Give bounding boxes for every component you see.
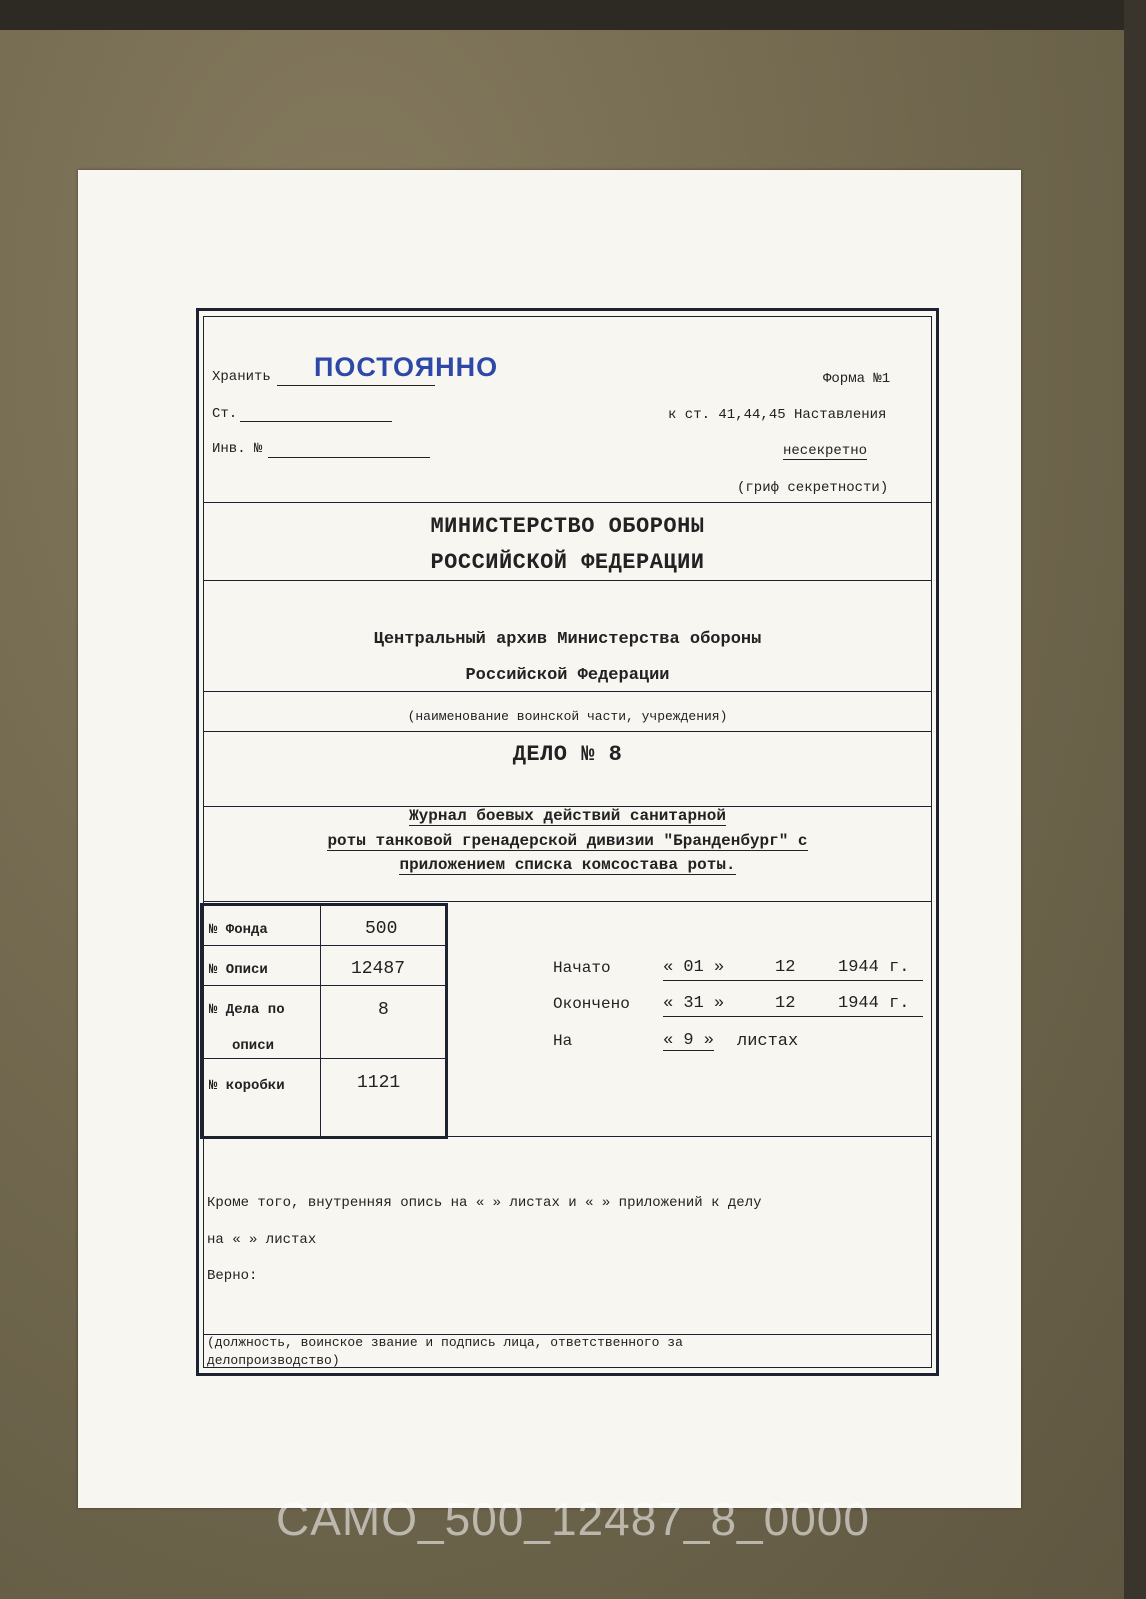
on-sheets-line: на « » листах xyxy=(207,1232,317,1248)
verified-label: Верно: xyxy=(207,1268,258,1284)
case-description xyxy=(203,807,932,825)
registry-row-divider xyxy=(203,945,445,946)
form-label: Форма №1 xyxy=(823,371,891,387)
opis-value: 12487 xyxy=(351,959,406,979)
case-desc-row-3 xyxy=(203,856,932,874)
registry-row-divider xyxy=(203,985,445,986)
divider xyxy=(203,691,932,692)
permanent-stamp: ПОСТОЯННО xyxy=(314,352,499,382)
ended-month: 12 xyxy=(775,994,796,1013)
ministry-line-2: РОССИЙСКОЙ ФЕДЕРАЦИИ xyxy=(430,550,705,575)
signature-caption-continued: делопроизводство) xyxy=(207,1353,340,1368)
archive-line-1: Центральный архив Министерства обороны xyxy=(373,630,762,649)
started-label: Начато xyxy=(553,959,611,977)
internal-inventory-line: Кроме того, внутренняя опись на « » листах и « » приложений к делу xyxy=(207,1195,762,1211)
case-desc-line-1: Журнал боевых действий санитарной xyxy=(409,807,726,825)
box-value: 1121 xyxy=(357,1073,401,1093)
classification: несекретно xyxy=(783,443,868,459)
case-title: ДЕЛО № 8 xyxy=(512,742,623,767)
delo-label: № Дела по xyxy=(209,1002,285,1018)
st-blank xyxy=(240,421,392,422)
delo-value: 8 xyxy=(378,1000,389,1020)
divider xyxy=(203,901,932,902)
inv-label: Инв. № xyxy=(212,441,263,457)
fond-value: 500 xyxy=(365,919,398,939)
started-underline xyxy=(663,980,923,981)
started-year: 1944 г. xyxy=(838,958,910,977)
case-desc-row-2 xyxy=(203,832,932,850)
registry-table xyxy=(200,903,448,1139)
ended-day: « 31 » xyxy=(663,994,725,1013)
case-desc-line-3: приложением списка комсостава роты. xyxy=(399,856,736,874)
started-month: 12 xyxy=(775,958,796,977)
sheets-count: « 9 » xyxy=(663,1031,715,1050)
box-label: № коробки xyxy=(209,1078,285,1094)
inv-blank xyxy=(268,457,430,458)
reference-label: к ст. 41,44,45 Наставления xyxy=(668,407,887,423)
registry-column-divider xyxy=(320,903,321,1139)
divider xyxy=(203,731,932,732)
archive-line-2: Российской Федерации xyxy=(465,666,670,685)
st-label: Ст. xyxy=(212,406,238,422)
unit-caption: (наименование воинской части, учреждения) xyxy=(407,709,728,724)
top-edge xyxy=(0,0,1146,30)
ended-underline xyxy=(663,1016,923,1017)
on-label: На xyxy=(553,1032,573,1050)
signature-caption: (должность, воинское звание и подпись лица, ответственного за xyxy=(207,1335,683,1350)
archive-watermark: CAMO_500_12487_8_0000 xyxy=(276,1493,870,1545)
divider xyxy=(203,580,932,581)
sheets-label: листах xyxy=(737,1032,799,1051)
ended-label: Окончено xyxy=(553,995,630,1013)
ended-year: 1944 г. xyxy=(838,994,910,1013)
opis-label: № Описи xyxy=(209,962,268,978)
ministry-line-1: МИНИСТЕРСТВО ОБОРОНЫ xyxy=(430,514,705,539)
started-day: « 01 » xyxy=(663,958,725,977)
registry-row-divider xyxy=(203,1058,445,1059)
classification-caption: (гриф секретности) xyxy=(737,480,889,496)
keep-label: Хранить xyxy=(212,369,271,385)
right-edge xyxy=(1124,0,1146,1599)
fond-label: № Фонда xyxy=(209,922,268,938)
divider xyxy=(203,502,932,503)
case-desc-line-2: роты танковой гренадерской дивизии "Бранденбург" с xyxy=(327,832,808,850)
keep-blank xyxy=(277,385,435,386)
delo-label-continued: описи xyxy=(232,1038,275,1054)
